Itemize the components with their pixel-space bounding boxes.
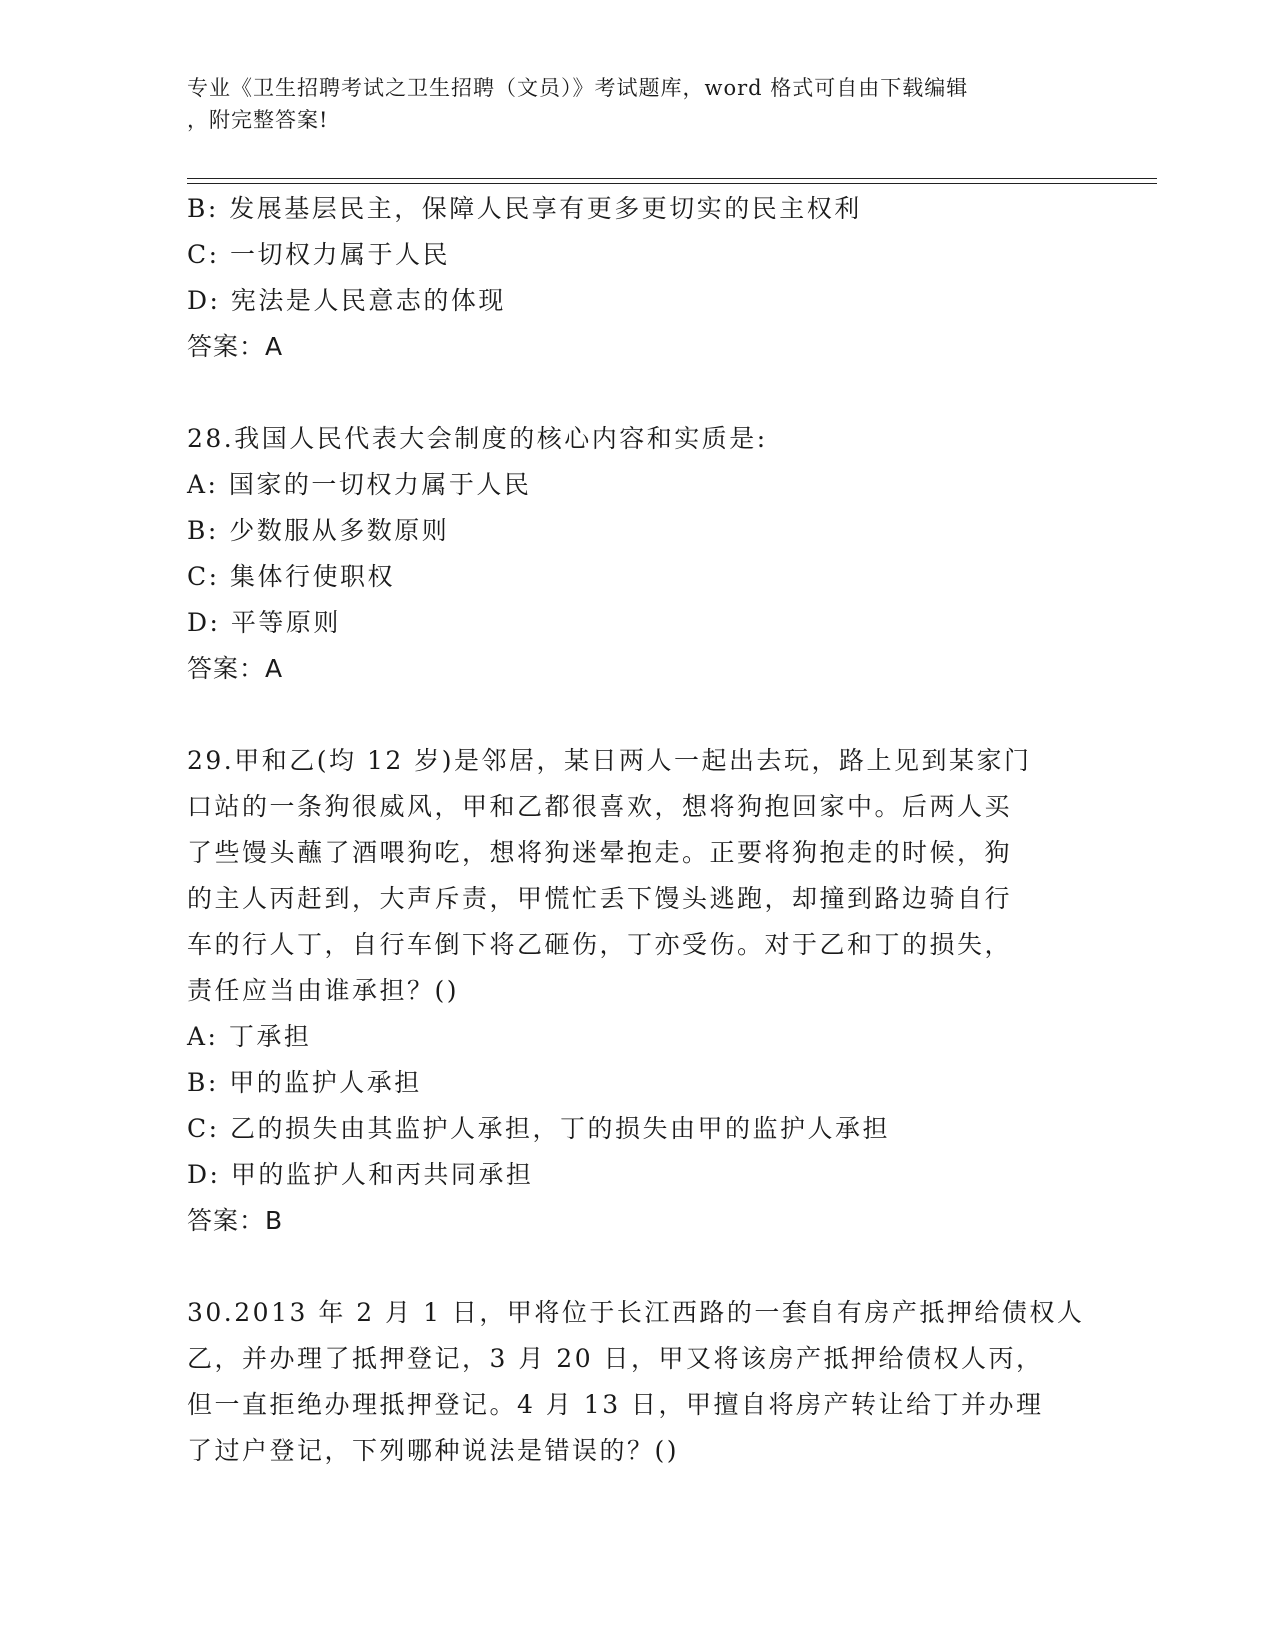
question-text-line: 的主人丙赶到，大声斥责，甲慌忙丢下馒头逃跑，却撞到路边骑自行 <box>187 884 1013 913</box>
spacer <box>187 370 1087 416</box>
option-b: B: 甲的监护人承担 <box>187 1068 422 1097</box>
option-b: B: 少数服从多数原则 <box>187 516 450 545</box>
answer: 答案：A <box>187 332 284 361</box>
option-a: A: 国家的一切权力属于人民 <box>187 470 532 499</box>
question-text-line: 29.甲和乙(均 12 岁)是邻居，某日两人一起出去玩，路上见到某家门 <box>187 746 1032 775</box>
option-d: D: 甲的监护人和丙共同承担 <box>187 1160 534 1189</box>
option-b: B: 发展基层民主，保障人民享有更多更切实的民主权利 <box>187 194 862 223</box>
question-text-line: 责任应当由谁承担？() <box>187 976 460 1005</box>
question-text-line: 30.2013 年 2 月 1 日，甲将位于长江西路的一套自有房产抵押给债权人 <box>187 1298 1085 1327</box>
question-text-line: 车的行人丁，自行车倒下将乙砸伤，丁亦受伤。对于乙和丁的损失， <box>187 930 1013 959</box>
document-header <box>187 72 1087 136</box>
spacer <box>187 1244 1087 1290</box>
header-line-2: ，附完整答案! <box>187 108 329 132</box>
option-c: C: 集体行使职权 <box>187 562 395 591</box>
question-text-line: 口站的一条狗很威风，甲和乙都很喜欢，想将狗抱回家中。后两人买 <box>187 792 1013 821</box>
question-27 <box>187 186 1087 370</box>
option-d: D: 宪法是人民意志的体现 <box>187 286 506 315</box>
question-text-line: 了些馒头蘸了酒喂狗吃，想将狗迷晕抱走。正要将狗抱走的时候，狗 <box>187 838 1013 867</box>
question-text-line: 乙，并办理了抵押登记，3 月 20 日，甲又将该房产抵押给债权人丙， <box>187 1344 1044 1373</box>
question-28 <box>187 416 1087 692</box>
option-c: C: 一切权力属于人民 <box>187 240 450 269</box>
header-line-1: 专业《卫生招聘考试之卫生招聘（文员）》考试题库，word 格式可自由下载编辑 <box>187 76 969 100</box>
header-divider-bottom <box>187 183 1157 184</box>
header-divider-top <box>187 178 1157 179</box>
answer: 答案：B <box>187 1206 284 1235</box>
option-a: A: 丁承担 <box>187 1022 312 1051</box>
option-c: C: 乙的损失由其监护人承担，丁的损失由甲的监护人承担 <box>187 1114 891 1143</box>
question-text-line: 了过户登记，下列哪种说法是错误的？() <box>187 1436 680 1465</box>
document-body <box>187 186 1087 1474</box>
question-30 <box>187 1290 1087 1474</box>
question-text-line: 但一直拒绝办理抵押登记。4 月 13 日，甲擅自将房产转让给丁并办理 <box>187 1390 1044 1419</box>
question-text: 28.我国人民代表大会制度的核心内容和实质是: <box>187 424 768 453</box>
spacer <box>187 692 1087 738</box>
option-d: D: 平等原则 <box>187 608 341 637</box>
answer: 答案：A <box>187 654 284 683</box>
question-29 <box>187 738 1087 1244</box>
